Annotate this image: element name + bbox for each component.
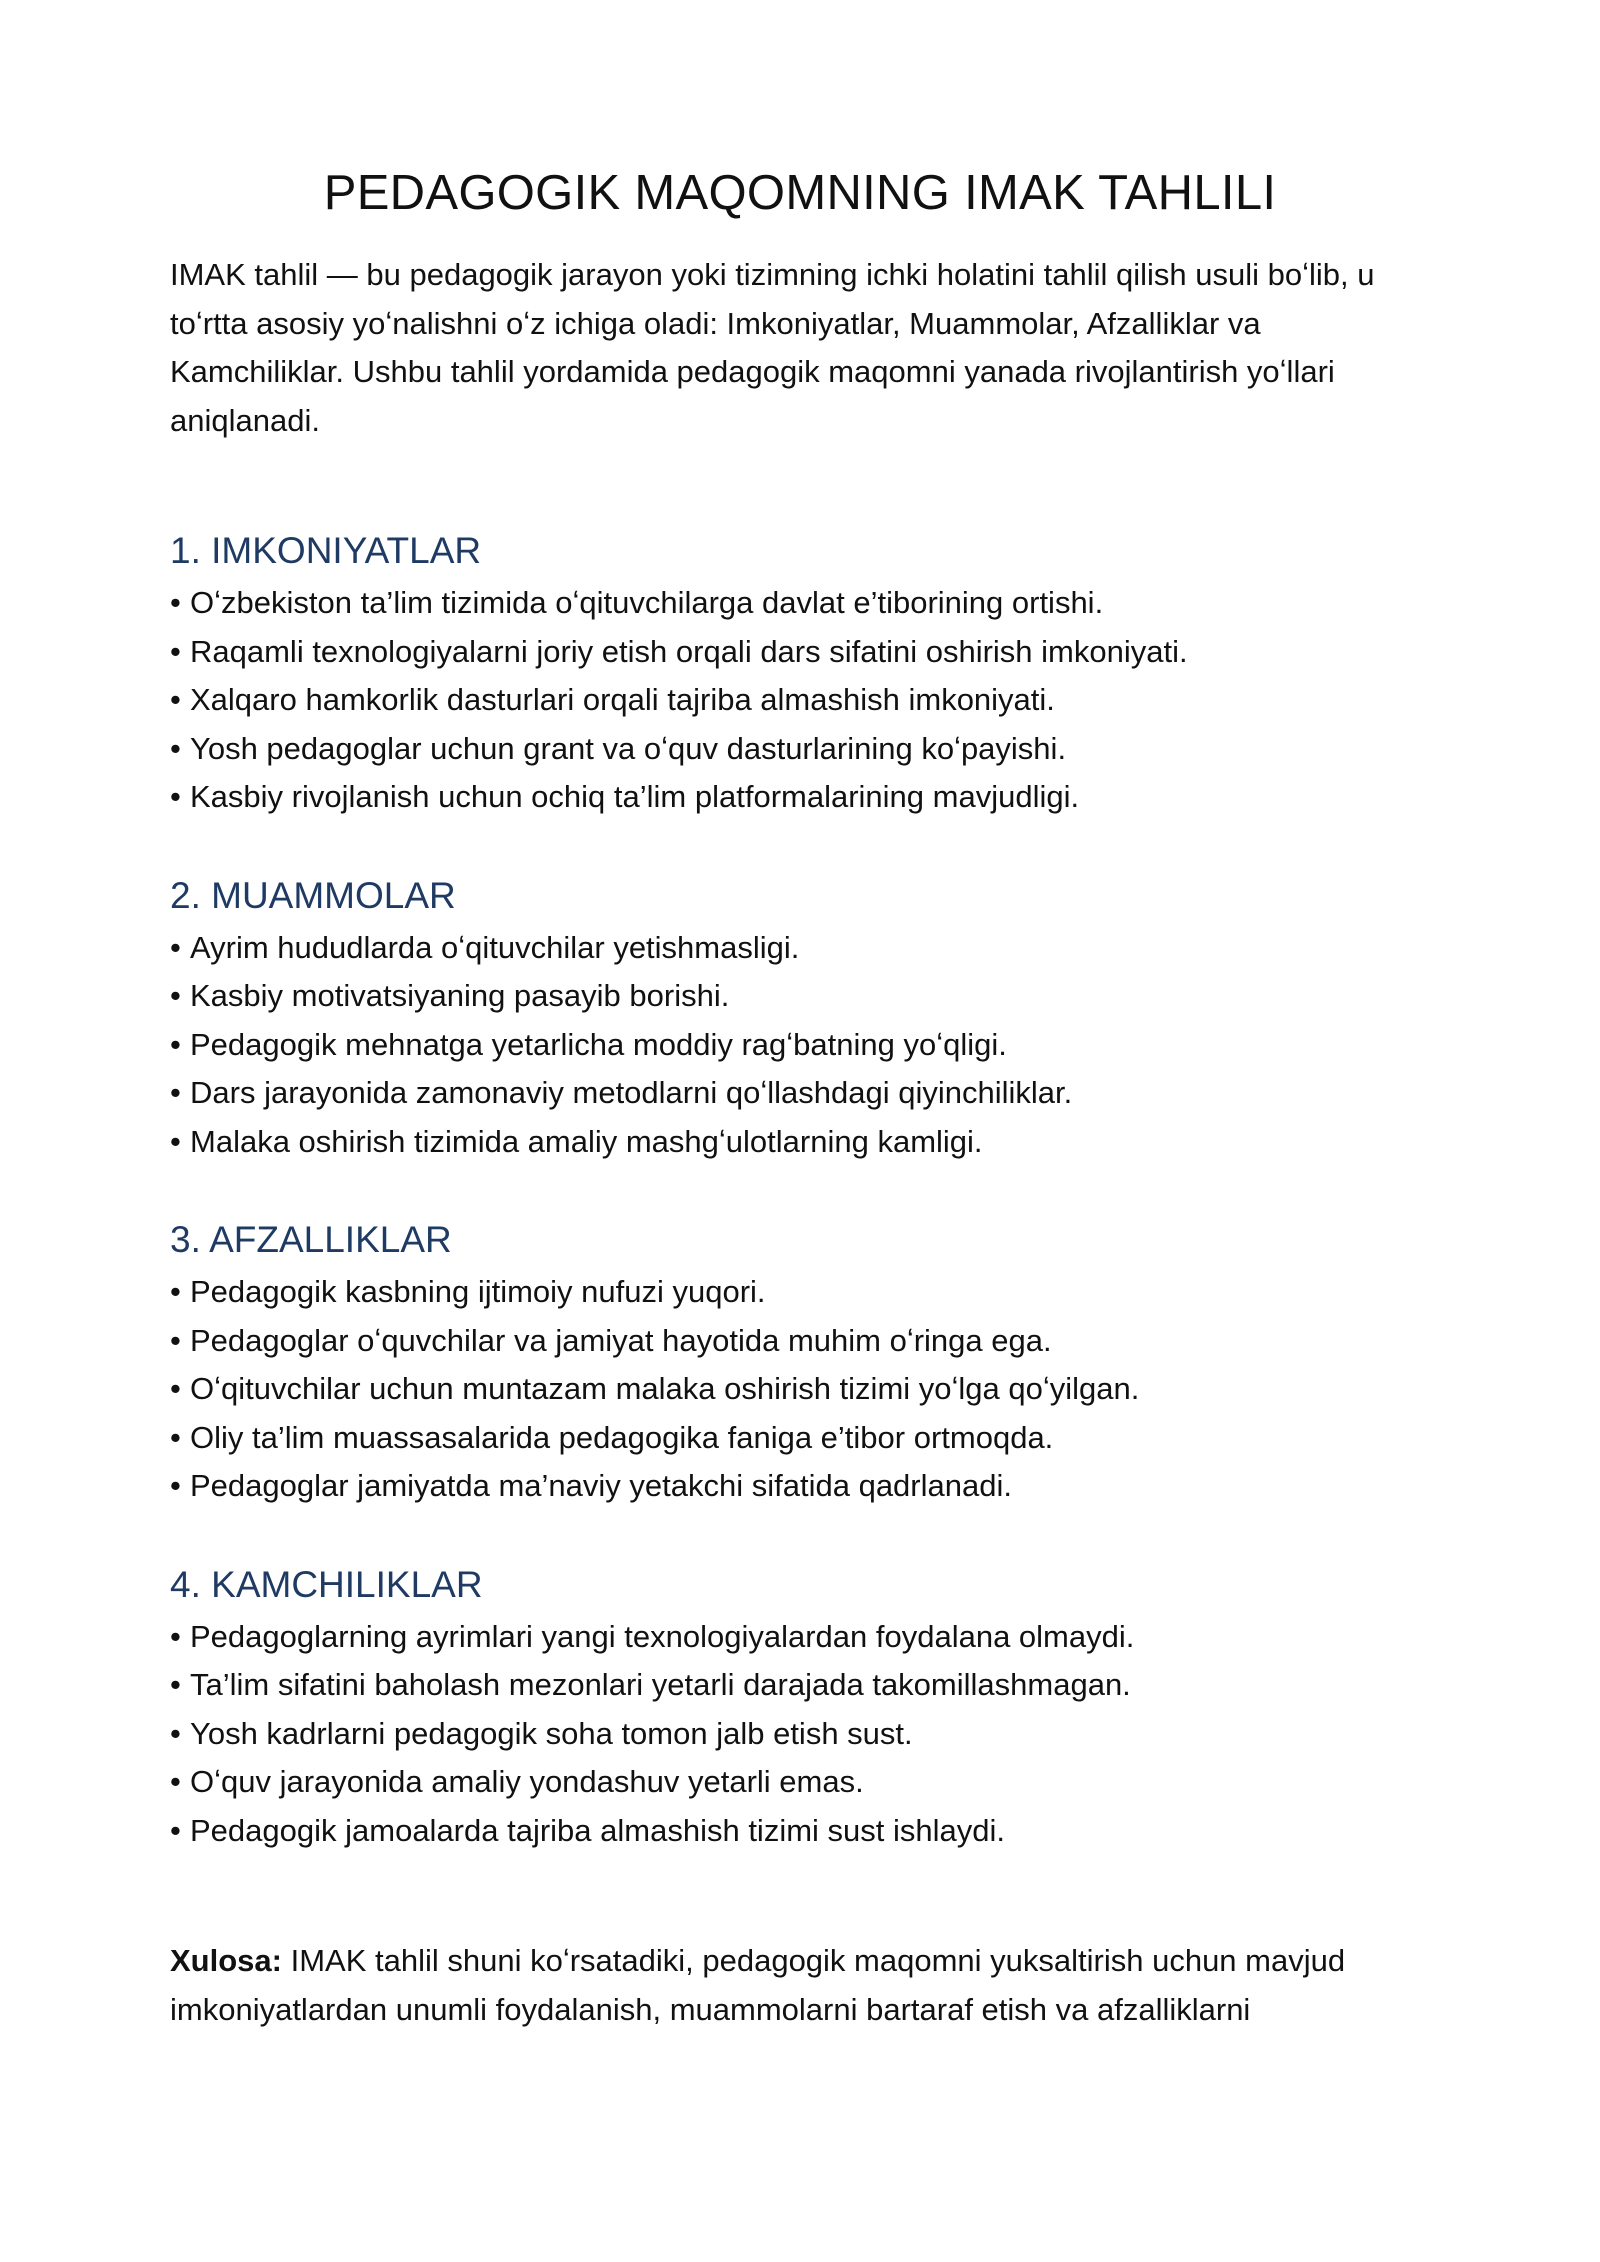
list-item (170, 1021, 1430, 1070)
list-item-text: Oʻquv jarayonida amaliy yondashuv yetarli emas. (190, 1764, 864, 1799)
list-item (170, 1462, 1430, 1511)
list-item-text: Malaka oshirish tizimida amaliy mashgʻulotlarning kamligi. (190, 1123, 983, 1159)
list-item-text: Ta’lim sifatini baholash mezonlari yetarli darajada takomillashmagan. (190, 1667, 1131, 1702)
bullet-icon: • (170, 1274, 181, 1309)
section-heading: 1. IMKONIYATLAR (170, 530, 482, 571)
list-item (170, 1758, 1430, 1807)
list-item-text: Raqamli texnologiyalarni joriy etish orqali dars sifatini oshirish imkoniyati. (190, 633, 1188, 669)
list-item (170, 1613, 1430, 1662)
intro-paragraph: IMAK tahlil — bu pedagogik jarayon yoki tizimning ichki holatini tahlil qilish usuli boʻlib, u toʻrtta asosiy yoʻnalishni oʻz ichiga oladi: Imkoniyatlar, Muammolar, Afzalliklar va Kamchiliklar. Ushbu tahlil yordamida pedagogik maqomni yanada rivojlantirish yoʻllari aniqlanadi. (170, 257, 1375, 438)
list-item-text: Ayrim hududlarda oʻqituvchilar yetishmasligi. (190, 929, 800, 965)
bullet-icon: • (170, 978, 181, 1013)
bullet-list (170, 1268, 1430, 1511)
bullet-icon: • (170, 779, 181, 814)
bullet-icon: • (170, 1322, 181, 1358)
section-heading: 2. MUAMMOLAR (170, 874, 456, 916)
bullet-icon: • (170, 1026, 181, 1062)
list-item (170, 1661, 1430, 1710)
bullet-icon: • (170, 1667, 181, 1702)
list-item-text: Yosh pedagoglar uchun grant va oʻquv dasturlarining koʻpayishi. (190, 730, 1067, 766)
list-item-text: Oliy ta’lim muassasalarida pedagogika faniga e’tibor ortmoqda. (190, 1419, 1054, 1455)
list-item (170, 628, 1430, 677)
section-heading: 3. AFZALLIKLAR (170, 1219, 452, 1260)
section-kamchiliklar (170, 1561, 1430, 1856)
bullet-list (170, 924, 1430, 1167)
list-item-text: Pedagogik kasbning ijtimoiy nufuzi yuqori. (190, 1274, 766, 1309)
list-item (170, 579, 1430, 628)
list-item (170, 1807, 1430, 1856)
bullet-icon: • (170, 1812, 181, 1848)
section-heading: 4. KAMCHILIKLAR (170, 1563, 483, 1605)
list-item-text: Oʻzbekiston ta’lim tizimida oʻqituvchilarga davlat e’tiborining ortishi. (190, 585, 1104, 620)
bullet-icon: • (170, 633, 181, 669)
conclusion-paragraph (170, 1937, 1430, 2034)
bullet-icon: • (170, 585, 181, 620)
list-item (170, 1710, 1430, 1759)
bullet-icon: • (170, 1468, 181, 1503)
list-item (170, 773, 1430, 822)
list-item (170, 1365, 1430, 1414)
list-item-text: Pedagoglar oʻquvchilar va jamiyat hayotida muhim oʻringa ega. (190, 1322, 1052, 1358)
list-item (170, 1268, 1430, 1317)
list-item (170, 972, 1430, 1021)
list-item-text: Pedagogik jamoalarda tajriba almashish tizimi sust ishlaydi. (190, 1812, 1005, 1848)
bullet-icon: • (170, 1371, 181, 1406)
section-afzalliklar (170, 1216, 1430, 1511)
list-item-text: Xalqaro hamkorlik dasturlari orqali tajriba almashish imkoniyati. (190, 682, 1055, 717)
bullet-icon: • (170, 929, 181, 965)
bullet-list (170, 579, 1430, 822)
conclusion-text: IMAK tahlil shuni koʻrsatadiki, pedagogik maqomni yuksaltirish uchun mavjud imkoniyatlardan unumli foydalanish, muammolarni bartaraf etish va afzalliklarni (170, 1943, 1346, 2027)
list-item-text: Dars jarayonida zamonaviy metodlarni qoʻllashdagi qiyinchiliklar. (190, 1075, 1073, 1110)
list-item-text: Yosh kadrlarni pedagogik soha tomon jalb etish sust. (190, 1715, 913, 1751)
conclusion-label: Xulosa: (170, 1943, 282, 1978)
bullet-icon: • (170, 1419, 181, 1455)
list-item-text: Pedagoglarning ayrimlari yangi texnologiyalardan foydalana olmaydi. (190, 1618, 1135, 1654)
bullet-icon: • (170, 1715, 181, 1751)
bullet-icon: • (170, 682, 181, 717)
bullet-icon: • (170, 1618, 181, 1654)
list-item-text: Pedagoglar jamiyatda ma’naviy yetakchi sifatida qadrlanadi. (190, 1468, 1012, 1503)
list-item-text: Kasbiy rivojlanish uchun ochiq ta’lim platformalarining mavjudligi. (190, 779, 1080, 814)
list-item (170, 1118, 1430, 1167)
section-muammolar (170, 872, 1430, 1167)
list-item (170, 1069, 1430, 1118)
bullet-icon: • (170, 730, 181, 766)
bullet-list (170, 1613, 1430, 1856)
section-imkoniyatlar (170, 527, 1430, 822)
bullet-icon: • (170, 1764, 181, 1799)
list-item (170, 1414, 1430, 1463)
list-item (170, 676, 1430, 725)
list-item-text: Pedagogik mehnatga yetarlicha moddiy ragʻbatning yoʻqligi. (190, 1026, 1007, 1062)
list-item (170, 725, 1430, 774)
bullet-icon: • (170, 1075, 181, 1110)
list-item-text: Oʻqituvchilar uchun muntazam malaka oshirish tizimi yoʻlga qoʻyilgan. (190, 1371, 1140, 1406)
list-item (170, 924, 1430, 973)
list-item (170, 1317, 1430, 1366)
document-title: PEDAGOGIK MAQOMNING IMAK TAHLILI (323, 166, 1277, 220)
list-item-text: Kasbiy motivatsiyaning pasayib borishi. (190, 978, 730, 1013)
bullet-icon: • (170, 1123, 181, 1159)
